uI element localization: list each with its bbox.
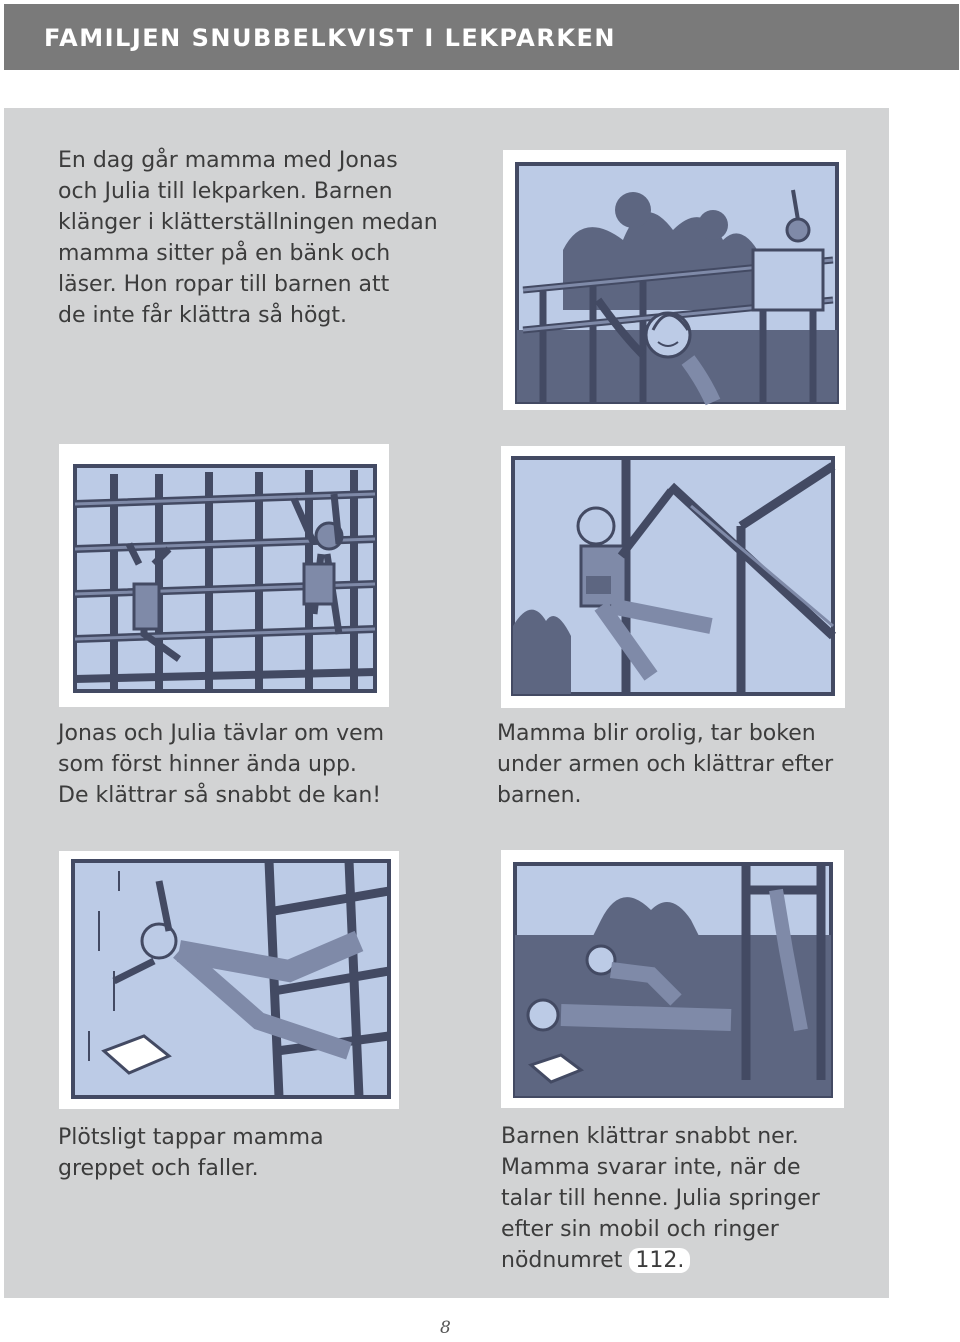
story-frame-4 xyxy=(59,851,399,1109)
text-line: de inte får klättra så högt. xyxy=(58,303,347,328)
text-line: under armen och klättrar efter xyxy=(497,752,834,777)
text-line: mamma sitter på en bänk och xyxy=(58,241,391,266)
mother-climbing-illustration xyxy=(501,446,845,708)
story-caption-5 xyxy=(501,1121,820,1276)
text-line: klänger i klätterställningen medan xyxy=(58,210,438,235)
mother-on-ground-illustration xyxy=(501,850,844,1108)
story-caption-3 xyxy=(497,718,833,811)
text-line: som först hinner ända upp. xyxy=(58,752,357,777)
text-line: talar till henne. Julia springer xyxy=(501,1186,820,1211)
text-line: Plötsligt tappar mamma xyxy=(58,1125,324,1150)
text-segment: nödnumret xyxy=(501,1248,630,1273)
mother-falling-illustration xyxy=(59,851,399,1109)
chapter-title: FAMILJEN SNUBBELKVIST I LEKPARKEN xyxy=(44,24,616,52)
text-line: läser. Hon ropar till barnen att xyxy=(58,272,390,297)
story-intro-text xyxy=(58,145,438,331)
text-line: Mamma svarar inte, när de xyxy=(501,1155,801,1180)
text-line: barnen. xyxy=(497,783,582,808)
text-line: efter sin mobil och ringer xyxy=(501,1217,779,1242)
story-caption-2 xyxy=(58,718,384,811)
story-frame-2 xyxy=(59,444,389,707)
story-frame-1 xyxy=(503,150,846,410)
text-line: greppet och faller. xyxy=(58,1156,259,1181)
page-number: 8 xyxy=(440,1318,451,1338)
text-line: En dag går mamma med Jonas xyxy=(58,148,398,173)
story-frame-3 xyxy=(501,446,845,708)
emergency-number: 112. xyxy=(629,1248,690,1273)
text-line: De klättrar så snabbt de kan! xyxy=(58,783,382,808)
text-line xyxy=(501,1245,820,1276)
text-line: Barnen klättrar snabbt ner. xyxy=(501,1124,799,1149)
story-caption-4 xyxy=(58,1122,324,1184)
text-line: Mamma blir orolig, tar boken xyxy=(497,721,816,746)
text-line: Jonas och Julia tävlar om vem xyxy=(58,721,385,746)
chapter-header xyxy=(4,4,959,70)
story-frame-5 xyxy=(501,850,844,1108)
text-line: och Julia till lekparken. Barnen xyxy=(58,179,393,204)
climbing-frame-illustration xyxy=(503,150,846,410)
climbing-net-illustration xyxy=(59,444,389,707)
